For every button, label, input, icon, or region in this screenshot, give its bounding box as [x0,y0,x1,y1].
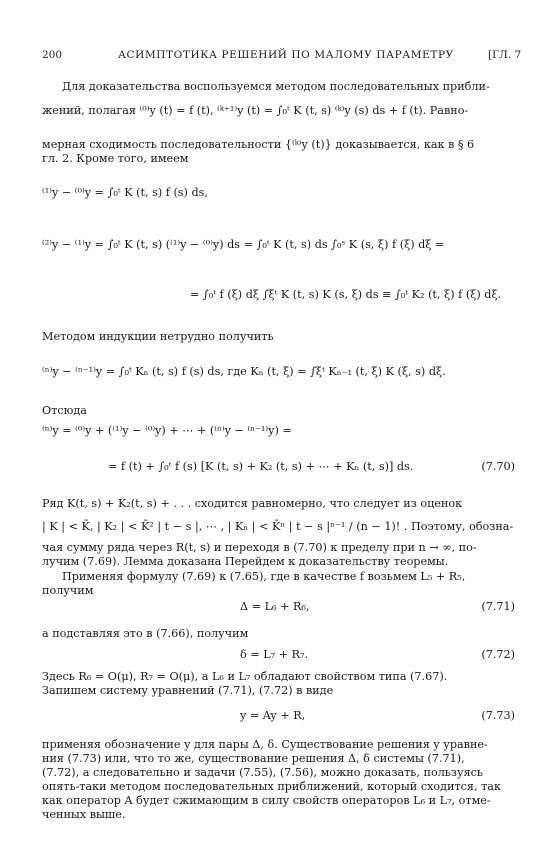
equation: ⁽ⁿ⁾y = ⁽⁰⁾y + (⁽¹⁾y − ⁽⁰⁾y) + ⋯ + (⁽ⁿ⁾y − ⁽ⁿ⁻¹⁾y) = [42,424,292,437]
paragraph-line: Применяя формулу (7.69) к (7.65), где в качестве f возьмем L₅ + R₅, [62,570,466,583]
paragraph-line: как оператор A будет сжимающим в силу свойств операторов L₆ и L₇, отме- [42,794,491,807]
paragraph-line: мерная сходимость последовательности {⁽ᵏ⁾y (t)} доказывается, как в § 6 [42,138,475,151]
equation-number: (7.71) [481,600,515,613]
paragraph-line: а подставляя это в (7.66), получим [42,627,249,640]
equation: ⁽ⁿ⁾y − ⁽ⁿ⁻¹⁾y = ∫₀ᵗ Kₙ (t, s) f (s) ds, где Kₙ (t, ξ) = ∫ξᵗ Kₙ₋₁ (t, ξ) K (ξ, s) dξ. [42,365,446,378]
paragraph-line: Ряд K(t, s) + K₂(t, s) + . . . сходится равномерно, что следует из оценок [42,497,463,510]
paragraph-line: Методом индукции нетрудно получить [42,330,274,343]
paragraph-line: ченных выше. [42,808,126,821]
page-number: 200 [42,49,63,61]
equation: ⁽¹⁾y − ⁽⁰⁾y = ∫₀ᵗ K (t, s) f (s) ds, [42,186,208,199]
paragraph-line: (7.72), а следовательно и задачи (7.55), (7.56), можно доказать, пользуясь [42,766,483,779]
paragraph-line: чая сумму ряда через R(t, s) и переходя в (7.70) к пределу при n → ∞, по- [42,541,477,554]
equation: y = Ay + R, [240,709,306,722]
equation-number: (7.72) [481,648,515,661]
paragraph-line: Отсюда [42,404,87,417]
paragraph-line: лучим (7.69). Лемма доказана Перейдем к доказательству теоремы. [42,555,449,568]
equation: = f (t) + ∫₀ᵗ f (s) [K (t, s) + K₂ (t, s) + ⋯ + Kₙ (t, s)] ds. [108,460,414,473]
equation-number: (7.73) [481,709,515,722]
paragraph-line: Для доказательства воспользуемся методом последовательных прибли- [62,80,490,93]
paragraph-line: жений, полагая ⁽⁰⁾y (t) = f (t), ⁽ᵏ⁺¹⁾y (t) = ∫₀ᵗ K (t, s) ⁽ᵏ⁾y (s) ds + f (t). Равно- [42,104,469,117]
paragraph-line: | K | < K̄, | K₂ | < K̄² | t − s |, ⋯ , | Kₙ | < K̄ⁿ | t − s |ⁿ⁻¹ / (n − 1)! . Поэтому, обозна- [42,520,514,533]
paragraph-line: опять-таки методом последовательных приближений, который сходится, так [42,780,501,793]
equation: Δ = L₆ + R₆, [240,600,310,613]
chapter-label: [ГЛ. 7 [488,49,522,61]
paragraph-line: ния (7.73) или, что то же, существование решения Δ, δ системы (7.71), [42,752,465,765]
equation: δ = L₇ + R₇. [240,648,309,661]
equation: = ∫₀ᵗ f (ξ) dξ ∫ξᵗ K (t, s) K (s, ξ) ds ≡ ∫₀ᵗ K₂ (t, ξ) f (ξ) dξ. [190,288,502,301]
paragraph-line: получим [42,584,94,597]
paragraph-line: Запишем систему уравнений (7.71), (7.72) в виде [42,684,334,697]
running-title: АСИМПТОТИКА РЕШЕНИЙ ПО МАЛОМУ ПАРАМЕТРУ [118,49,454,61]
paragraph-line: гл. 2. Кроме того, имеем [42,152,189,165]
equation: ⁽²⁾y − ⁽¹⁾y = ∫₀ᵗ K (t, s) (⁽¹⁾y − ⁽⁰⁾y) ds = ∫₀ᵗ K (t, s) ds ∫₀ˢ K (s, ξ) f (ξ) dξ = [42,238,445,251]
equation-number: (7.70) [481,460,515,473]
paragraph-line: применяя обозначение y для пары Δ, δ. Существование решения y уравне- [42,738,488,751]
paragraph-line: Здесь R₆ = O(μ), R₇ = O(μ), а L₆ и L₇ обладают свойством типа (7.67). [42,670,448,683]
